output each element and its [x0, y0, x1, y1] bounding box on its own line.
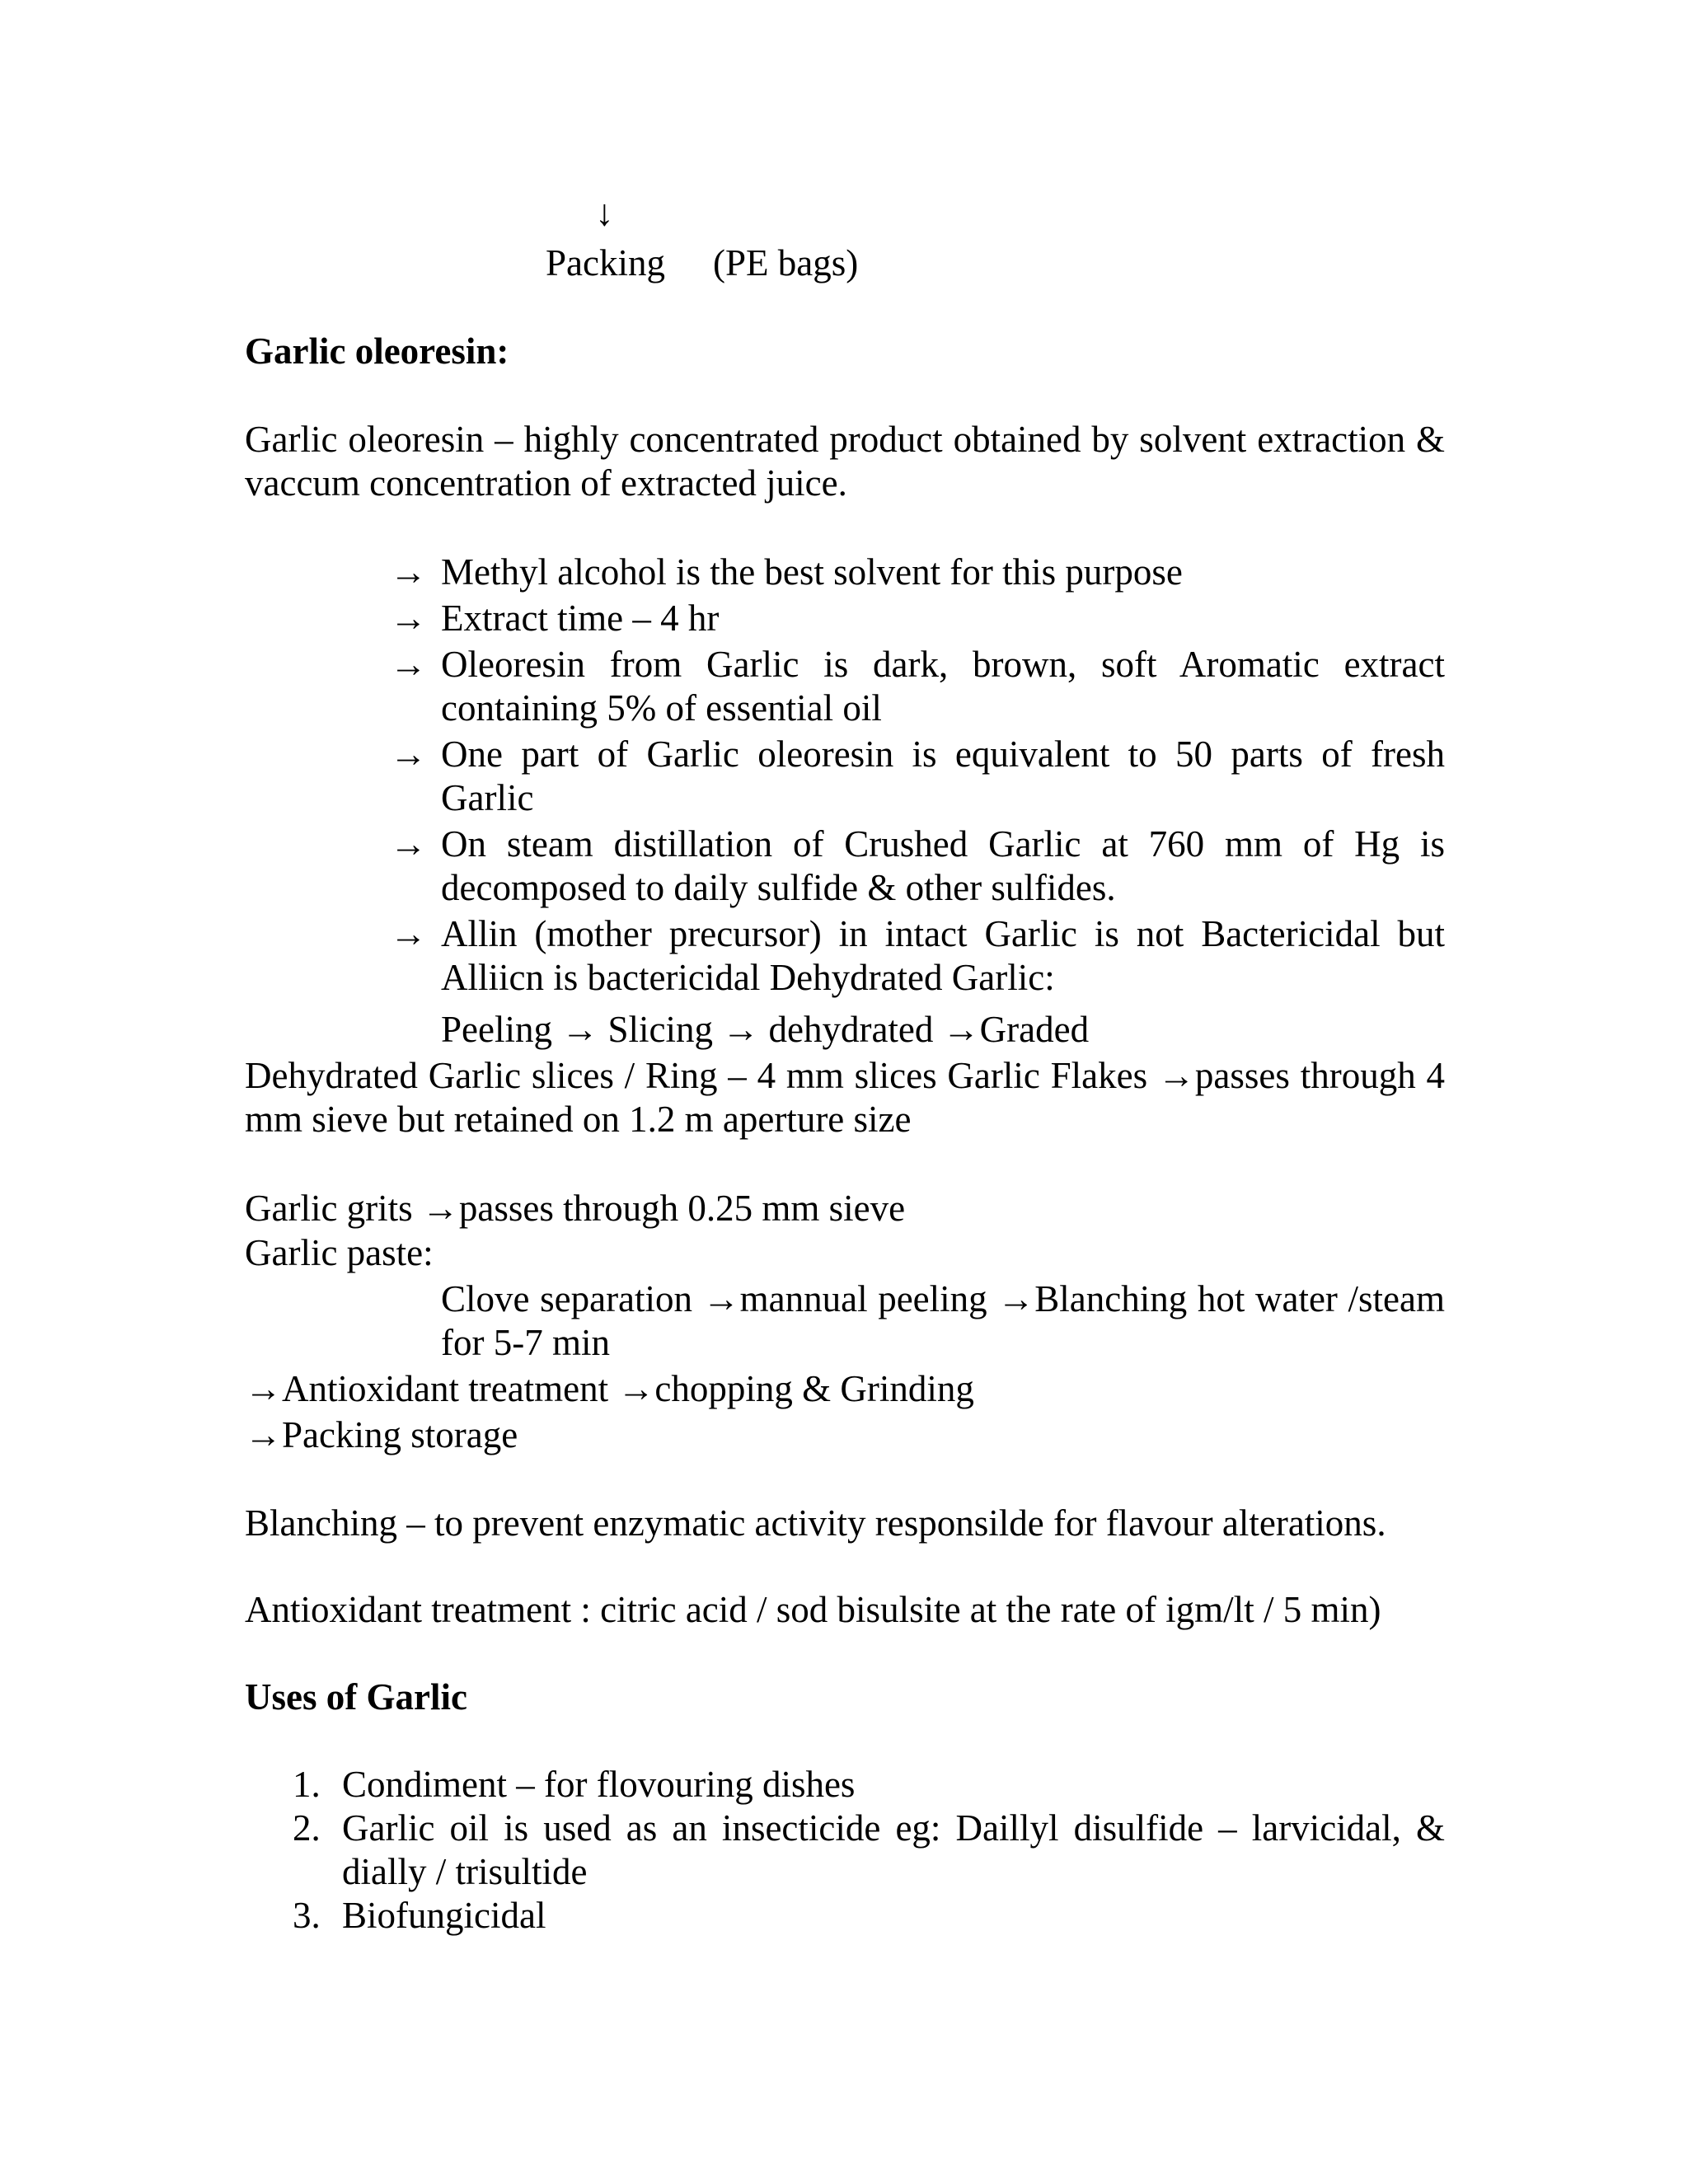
paste-steps: Clove separation →mannual peeling →Blanching hot water /steam for 5-7 min [441, 1278, 1445, 1363]
antioxidant-note: Antioxidant treatment : citric acid / sod bisulsite at the rate of igm/lt / 5 min) [245, 1589, 1381, 1630]
list-item: → Extract time – 4 hr [390, 598, 720, 639]
list-item: → On steam distillation of Crushed Garlic at 760 mm of Hg is decomposed to daily sulfide & other sulfides. [390, 823, 1445, 908]
uses-heading: Uses of Garlic [245, 1676, 467, 1718]
list-item: → Oleoresin from Garlic is dark, brown, soft Aromatic extract containing 5% of essential oil [390, 644, 1445, 729]
dehydrated-slices-text: Dehydrated Garlic slices / Ring – 4 mm slices Garlic Flakes →passes through 4 mm sieve but retained on 1.2 m aperture size [245, 1055, 1445, 1140]
uses-list [293, 1763, 1445, 1938]
garlic-grits-text: Garlic grits →passes through 0.25 mm sieve [245, 1188, 906, 1229]
list-item: 2. Garlic oil is used as an insecticide eg: Daillyl disulfide – larvicidal, & dially / trisultide [293, 1807, 1445, 1892]
arrow-icon: → [390, 551, 427, 593]
arrow-icon: → [390, 913, 427, 954]
arrow-icon: → [390, 598, 427, 639]
oleoresin-heading: Garlic oleoresin: [245, 330, 509, 372]
garlic-paste-label: Garlic paste: [245, 1232, 434, 1273]
blanching-note: Blanching – to prevent enzymatic activity responsilde for flavour alterations. [245, 1502, 1386, 1544]
arrow-icon: → [390, 823, 427, 865]
arrow-icon: → [390, 644, 427, 685]
list-item: 1. Condiment – for flovouring dishes [293, 1764, 856, 1805]
process-line: Peeling → Slicing → dehydrated →Graded [441, 1009, 1090, 1050]
oleoresin-points [390, 551, 1445, 1000]
list-item: → Methyl alcohol is the best solvent for this purpose [390, 551, 1183, 593]
packing-label: Packing [546, 242, 665, 284]
list-item: 3. Biofungicidal [293, 1895, 546, 1936]
list-item: → One part of Garlic oleoresin is equivalent to 50 parts of fresh Garlic [390, 733, 1445, 818]
packing-step: →Packing storage [245, 1414, 518, 1455]
oleoresin-intro: Garlic oleoresin – highly concentrated product obtained by solvent extraction & vaccum concentration of extracted juice. [245, 419, 1445, 504]
packing-material: (PE bags) [713, 242, 859, 284]
list-item: → Allin (mother precursor) in intact Garlic is not Bactericidal but Alliicn is bactericidal Dehydrated Garlic: [390, 913, 1445, 998]
antioxidant-step: →Antioxidant treatment →chopping & Grinding [245, 1368, 974, 1409]
arrow-icon: → [390, 733, 427, 775]
down-arrow-icon: ↓ [595, 192, 614, 233]
